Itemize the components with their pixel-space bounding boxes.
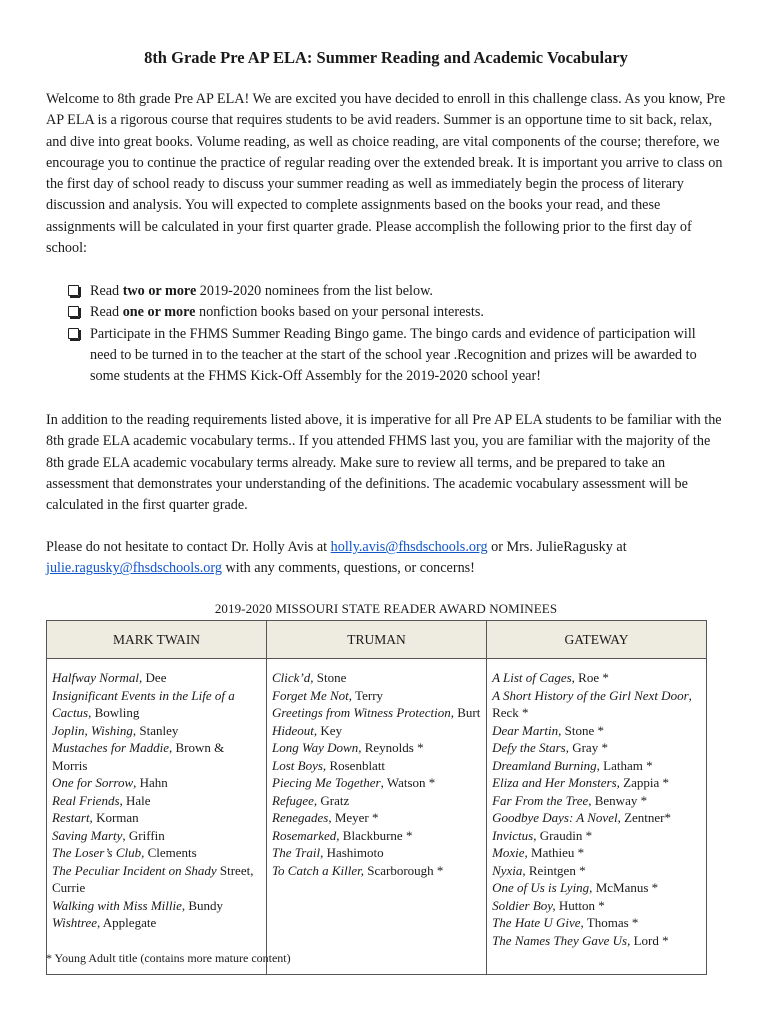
book-entry — [492, 914, 702, 932]
book-author: , Stanley — [132, 722, 179, 738]
book-author: Terry — [352, 687, 384, 703]
vocabulary-paragraph: In addition to the reading requirements listed above, it is imperative for all Pre AP ELA students to be familiar with the 8th grade ELA academic vocabulary terms.. If you attended FHMS last you, you are familiar with the majority of the 8th grade ELA academic vocabulary terms already. Make sure to review all terms, and be prepared to take an assessment that demonstrates your understanding of the definitions. The academic vocabulary assessment will be calculated in the first quarter grade. — [46, 412, 722, 514]
book-title: The Hate U Give, — [492, 915, 584, 930]
book-author: , Reck * — [492, 687, 692, 720]
book-author: Stone — [313, 670, 347, 685]
book-entry — [492, 862, 702, 880]
book-entry — [492, 844, 702, 862]
book-author: , Dee — [139, 670, 167, 685]
book-title: Greetings from Witness Protection, — [272, 705, 454, 720]
book-entry — [52, 897, 262, 915]
book-author: Street, Currie — [52, 862, 254, 895]
book-author: , Griffin — [122, 827, 165, 843]
book-title: Dear Martin, — [492, 722, 562, 738]
book-author: McManus * — [592, 880, 659, 895]
book-title: Dreamland Burning, — [492, 757, 600, 773]
footnote: * Young Adult title (contains more mature content) — [46, 951, 291, 965]
book-author: Stone * — [561, 722, 605, 738]
book-author: Burt — [454, 705, 481, 720]
book-entry — [52, 722, 262, 740]
checkbox-icon — [68, 328, 79, 339]
book-title: Renegades, — [272, 810, 332, 825]
book-title: One of Us is Lying, — [492, 880, 593, 895]
email-link-ragusky[interactable]: julie.ragusky@fhsdschools.org — [46, 560, 222, 577]
book-author: , Bundy — [181, 897, 224, 913]
book-entry — [272, 792, 482, 810]
book-title: Click’d, — [272, 670, 314, 685]
book-title: Piecing Me Together — [272, 775, 381, 790]
book-author: Reynolds * — [361, 740, 424, 755]
book-author: Thomas * — [583, 915, 639, 930]
book-entry — [272, 704, 482, 722]
book-entry — [272, 722, 482, 740]
email-link-avis[interactable]: holly.avis@fhsdschools.org — [330, 539, 488, 555]
column-header-gateway: GATEWAY — [487, 621, 707, 659]
book-title: Long Way Down, — [272, 740, 362, 755]
book-title: Refugee, — [272, 792, 318, 808]
book-entry — [492, 722, 702, 740]
book-title: Eliza and Her Monsters, — [492, 775, 620, 790]
book-entry — [52, 774, 262, 792]
book-entry — [52, 862, 262, 897]
book-title: Mustaches for Maddie — [52, 740, 169, 755]
book-entry — [52, 687, 262, 722]
truman-list — [267, 659, 487, 975]
gateway-list — [487, 659, 707, 975]
book-title: Goodbye Days: A Novel, — [492, 810, 621, 825]
book-author: Gratz — [317, 792, 350, 808]
book-title: Lost Boys, — [272, 757, 327, 773]
book-author: , Hashimoto — [320, 845, 384, 860]
book-title: One for Sorrow — [52, 775, 134, 790]
book-entry — [52, 669, 262, 687]
book-title: A List of Cages, — [492, 670, 575, 685]
book-title: Far From the Tree, — [492, 792, 592, 808]
book-entry — [272, 774, 482, 792]
book-author: Meyer * — [331, 810, 379, 825]
requirements-list — [68, 281, 718, 387]
book-author: Rosenblatt — [326, 757, 386, 773]
book-author: Benway * — [591, 792, 648, 808]
book-author: Scarborough * — [364, 862, 444, 878]
contact-paragraph: Please do not hesitate to contact Dr. Holly Avis at holly.avis@fhsdschools.org or Mrs. JulieRagusky at julie.ragusky@fhsdschools.org with any comments, questions, or concerns! — [46, 539, 627, 577]
book-entry — [272, 757, 482, 775]
book-author: , Brown & Morris — [52, 740, 225, 773]
book-author: Mathieu * — [527, 845, 585, 860]
book-author: Reintgen * — [525, 862, 586, 878]
mark-twain-list — [47, 659, 267, 975]
book-author: Zappia * — [619, 775, 669, 790]
book-title: Rosemarked, — [272, 827, 340, 843]
book-author: , Applegate — [97, 915, 157, 930]
column-header-mark-twain: MARK TWAIN — [47, 621, 267, 659]
book-entry — [492, 932, 702, 950]
book-entry — [492, 739, 702, 757]
book-entry — [492, 669, 702, 687]
table-caption: 2019-2020 MISSOURI STATE READER AWARD NOMINEES — [214, 601, 558, 616]
book-entry — [272, 862, 482, 880]
book-entry — [492, 897, 702, 915]
column-header-truman: TRUMAN — [267, 621, 487, 659]
book-title: A Short History of the Girl Next Door — [492, 687, 689, 703]
book-title: Walking with Miss Millie — [52, 897, 182, 913]
book-author: Graudin * — [536, 827, 593, 843]
book-entry — [52, 809, 262, 827]
book-entry — [52, 827, 262, 845]
book-author: , Bowling — [88, 705, 140, 720]
intro-paragraph: Welcome to 8th grade Pre AP ELA! We are excited you have decided to enroll in this challenge class. As you know, Pre AP ELA is a rigorous course that requires students to be avid readers. Summer is an opportune time to sit back, relax, and dive into great books. Volume reading, as well as choice reading, are vital components of the course; therefore, we encourage you to continue the practice of regular reading over the extended break. It is important you arrive to class on the first day of school ready to discuss your summer reading as well as immediately begin the process of literary discussion and analysis. You will expected to complete assignments based on the books your read, and these assignments will be calculated in your first quarter grade. Please accomplish the following prior to the first day of school: — [46, 91, 726, 257]
book-author: Zentner* — [620, 810, 672, 825]
list-item: Read two or more 2019-2020 nominees from the list below. — [68, 281, 718, 302]
book-author: Hutton * — [555, 897, 605, 913]
book-entry — [492, 809, 702, 827]
book-entry — [492, 792, 702, 810]
book-title: To Catch a Killer, — [272, 862, 364, 878]
list-item: Read one or more nonfiction books based on your personal interests. — [68, 302, 718, 323]
book-author: Korman — [92, 810, 139, 825]
book-title: Restart, — [52, 810, 93, 825]
book-author: , Watson * — [380, 775, 436, 790]
book-entry — [492, 827, 702, 845]
book-author: Latham * — [599, 757, 653, 773]
book-title: Real Friends, — [52, 792, 123, 808]
book-entry — [272, 827, 482, 845]
book-entry — [492, 879, 702, 897]
book-title: The Names They Gave Us, — [492, 932, 631, 948]
book-title: The Trail — [272, 845, 321, 860]
book-entry — [52, 792, 262, 810]
book-title: Soldier Boy, — [492, 897, 556, 913]
book-entry — [272, 669, 482, 687]
nominees-table — [46, 620, 707, 975]
checkbox-icon — [68, 306, 79, 317]
book-entry — [492, 757, 702, 775]
book-title: Hideout, — [272, 722, 318, 738]
book-title: Invictus, — [492, 827, 537, 843]
book-title: Wishtree — [52, 915, 98, 930]
book-author: Roe * — [574, 670, 609, 685]
book-title: Joplin, Wishing — [52, 722, 133, 738]
book-author: Gray * — [568, 740, 608, 755]
book-title: Forget Me Not, — [272, 687, 353, 703]
book-title: Insignificant Events in the Life of a Cactus — [52, 687, 235, 720]
book-entry — [272, 687, 482, 705]
book-title: Halfway Normal — [52, 670, 140, 685]
book-entry — [52, 914, 262, 932]
list-item: Participate in the FHMS Summer Reading Bingo game. The bingo cards and evidence of participation will need to be turned in to the teacher at the start of the school year .Recognition and prizes will be awarded to some students at the FHMS Kick-Off Assembly for the 2019-2020 school year! — [68, 324, 718, 388]
book-author: Clements — [144, 845, 197, 860]
book-title: The Peculiar Incident on Shady — [52, 862, 217, 878]
book-entry — [272, 739, 482, 757]
checkbox-icon — [68, 285, 79, 296]
book-author: Key — [317, 722, 343, 738]
book-title: Defy the Stars, — [492, 740, 569, 755]
book-author: Lord * — [630, 932, 669, 948]
book-entry — [52, 739, 262, 774]
book-entry — [272, 809, 482, 827]
book-entry — [492, 774, 702, 792]
book-author: , Hahn — [133, 775, 168, 790]
book-title: Nyxia, — [492, 862, 526, 878]
book-title: The Loser’s Club, — [52, 845, 145, 860]
book-author: Blackburne * — [339, 827, 413, 843]
book-author: Hale — [122, 792, 151, 808]
book-entry — [272, 844, 482, 862]
book-entry — [52, 844, 262, 862]
book-entry — [492, 687, 702, 722]
book-title: Saving Marty — [52, 827, 123, 843]
page-title: 8th Grade Pre AP ELA: Summer Reading and Academic Vocabulary — [144, 48, 628, 67]
book-title: Moxie, — [492, 845, 528, 860]
